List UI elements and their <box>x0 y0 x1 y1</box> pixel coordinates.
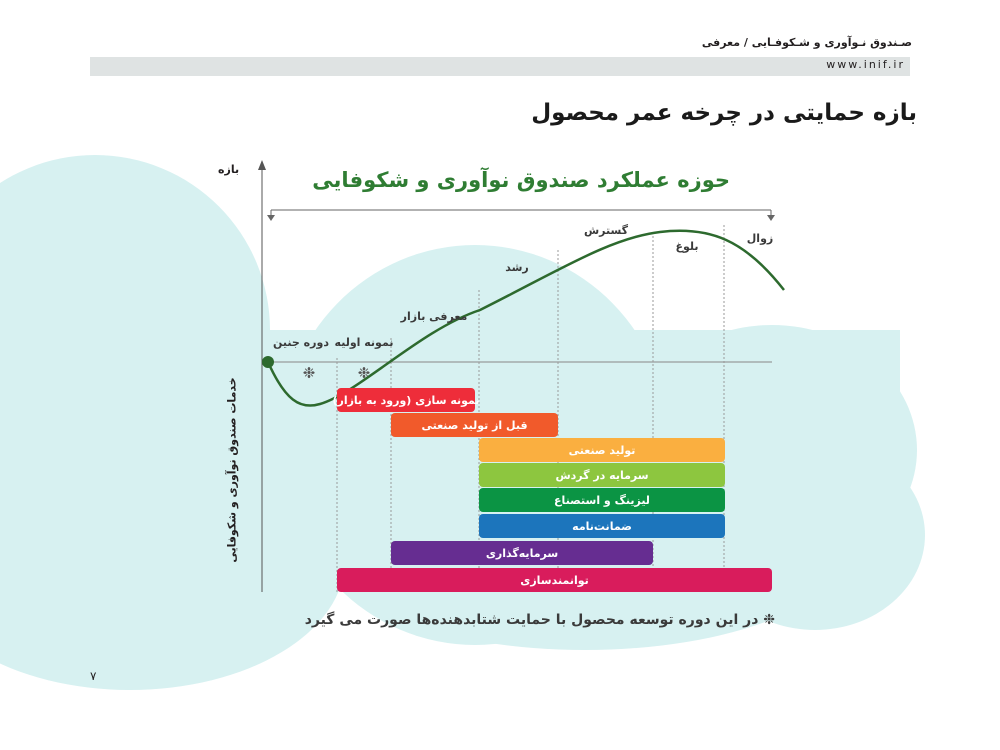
lifecycle-curve <box>268 231 784 406</box>
page-number: ۷ <box>90 669 97 683</box>
stage-label: زوال <box>746 232 774 245</box>
header-title: صـندوق نـوآوری و شـکوفـایی / معرفی <box>701 36 912 49</box>
star-marker: ❉ <box>357 364 371 382</box>
stage-label: دوره جنین <box>273 336 329 349</box>
service-bar-pre-production: قبل از تولید صنعتی <box>391 413 558 437</box>
stage-label: رشد <box>505 261 529 274</box>
diagram-heading: حوزه عملکرد صندوق نوآوری و شکوفایی <box>312 168 730 192</box>
x-axis-label: خدمات صندوق نوآوری و شکوفایی <box>225 377 239 563</box>
header-url[interactable]: www.inif.ir <box>826 58 905 71</box>
service-bar-guarantee: ضمانت‌نامه <box>479 514 725 538</box>
footnote: ❉ در این دوره توسعه محصول با حمایت شتابدهنده‌ها صورت می گیرد <box>304 612 775 628</box>
page-title: بازه حمایتی در چرخه عمر محصول <box>531 100 917 126</box>
service-bar-investment: سرمایه‌گذاری <box>391 541 653 565</box>
service-bar-working-capital: سرمایه در گردش <box>479 463 725 487</box>
y-axis-label: بازه <box>218 163 240 176</box>
service-bar-industrial-production: تولید صنعتی <box>479 438 725 462</box>
y-axis-arrow <box>258 160 266 170</box>
stage-label: معرفی بازار <box>400 310 468 323</box>
curve-start-dot <box>262 356 274 368</box>
stage-label: گسترش <box>583 224 629 237</box>
service-bar-leasing: لیزینگ و استصناع <box>479 488 725 512</box>
service-bar-prototyping: نمونه سازی (ورود به بازار) <box>337 388 475 412</box>
stage-label: نمونه اولیه <box>334 336 394 349</box>
service-bar-empowerment: توانمندسازی <box>337 568 772 592</box>
star-marker: ❉ <box>302 364 316 382</box>
stage-label: بلوغ <box>675 240 699 253</box>
